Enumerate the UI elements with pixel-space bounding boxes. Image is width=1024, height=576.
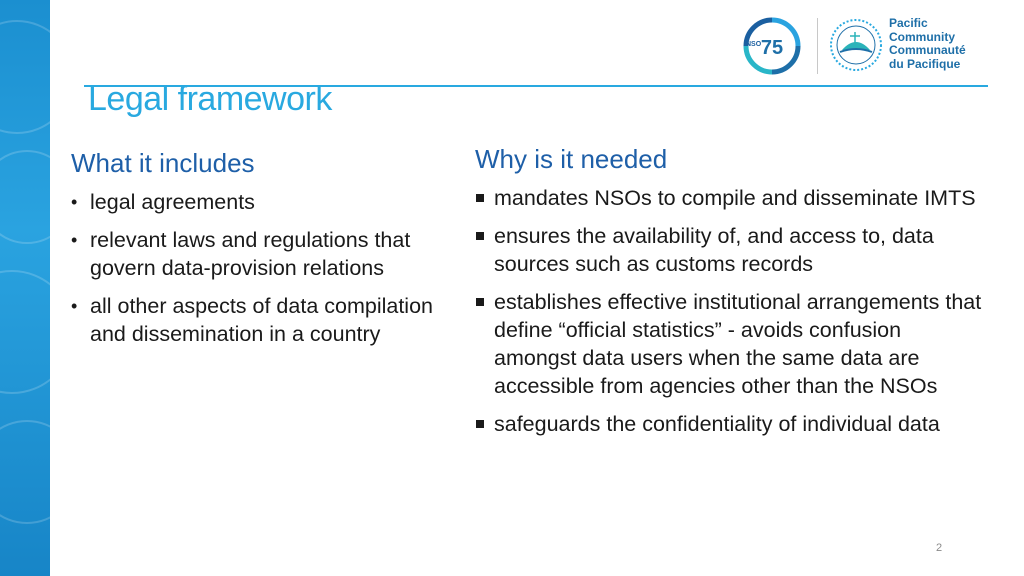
square-bullet-icon bbox=[476, 232, 484, 240]
list-item bbox=[71, 226, 461, 282]
logo-divider bbox=[817, 18, 818, 74]
square-bullet-icon bbox=[476, 420, 484, 428]
list-item-text: legal agreements bbox=[90, 190, 255, 214]
list-item-text: all other aspects of data compilation and dissemination in a country bbox=[90, 294, 434, 346]
pacific-community-icon bbox=[828, 16, 884, 74]
spc-logo-text bbox=[889, 17, 966, 71]
square-bullet-icon bbox=[476, 298, 484, 306]
includes-list bbox=[71, 188, 461, 348]
nso-75-anniversary-icon bbox=[737, 14, 807, 78]
list-item-text: relevant laws and regulations that govern data-provision relations bbox=[90, 228, 411, 280]
slide-title: Legal framework bbox=[88, 80, 332, 118]
list-item bbox=[475, 288, 985, 400]
logo-line-4: du Pacifique bbox=[889, 56, 961, 71]
square-bullet-icon bbox=[476, 194, 484, 202]
reasons-list bbox=[475, 184, 985, 438]
round-bullet-icon: • bbox=[71, 296, 78, 316]
list-item bbox=[475, 184, 985, 212]
logo-line-1: Pacific bbox=[889, 16, 928, 30]
list-item-text: mandates NSOs to compile and disseminate IMTS bbox=[494, 186, 976, 210]
list-item bbox=[475, 222, 985, 278]
right-column-heading: Why is it needed bbox=[475, 144, 668, 174]
list-item-text: establishes effective institutional arrangements that define “official statistics” - avoids confusion amongst data users when the same data are accessible from agencies other than the NSOs bbox=[494, 290, 982, 398]
logo-line-2: Community bbox=[889, 29, 955, 44]
list-item bbox=[475, 410, 985, 438]
round-bullet-icon: • bbox=[71, 230, 78, 250]
what-it-includes-section bbox=[71, 146, 461, 358]
why-is-it-needed-section bbox=[475, 142, 985, 448]
logo-line-3: Communauté bbox=[889, 43, 966, 57]
page-number: 2 bbox=[936, 542, 943, 554]
list-item-text: ensures the availability of, and access to, data sources such as customs records bbox=[494, 224, 934, 276]
svg-text:NSO: NSO bbox=[746, 41, 762, 48]
list-item bbox=[71, 188, 461, 216]
left-column-heading: What it includes bbox=[71, 148, 255, 178]
decorative-side-band bbox=[0, 0, 50, 576]
svg-text:75: 75 bbox=[760, 37, 784, 59]
list-item bbox=[71, 292, 461, 348]
list-item-text: safeguards the confidentiality of individual data bbox=[494, 412, 940, 436]
round-bullet-icon: • bbox=[71, 192, 78, 212]
